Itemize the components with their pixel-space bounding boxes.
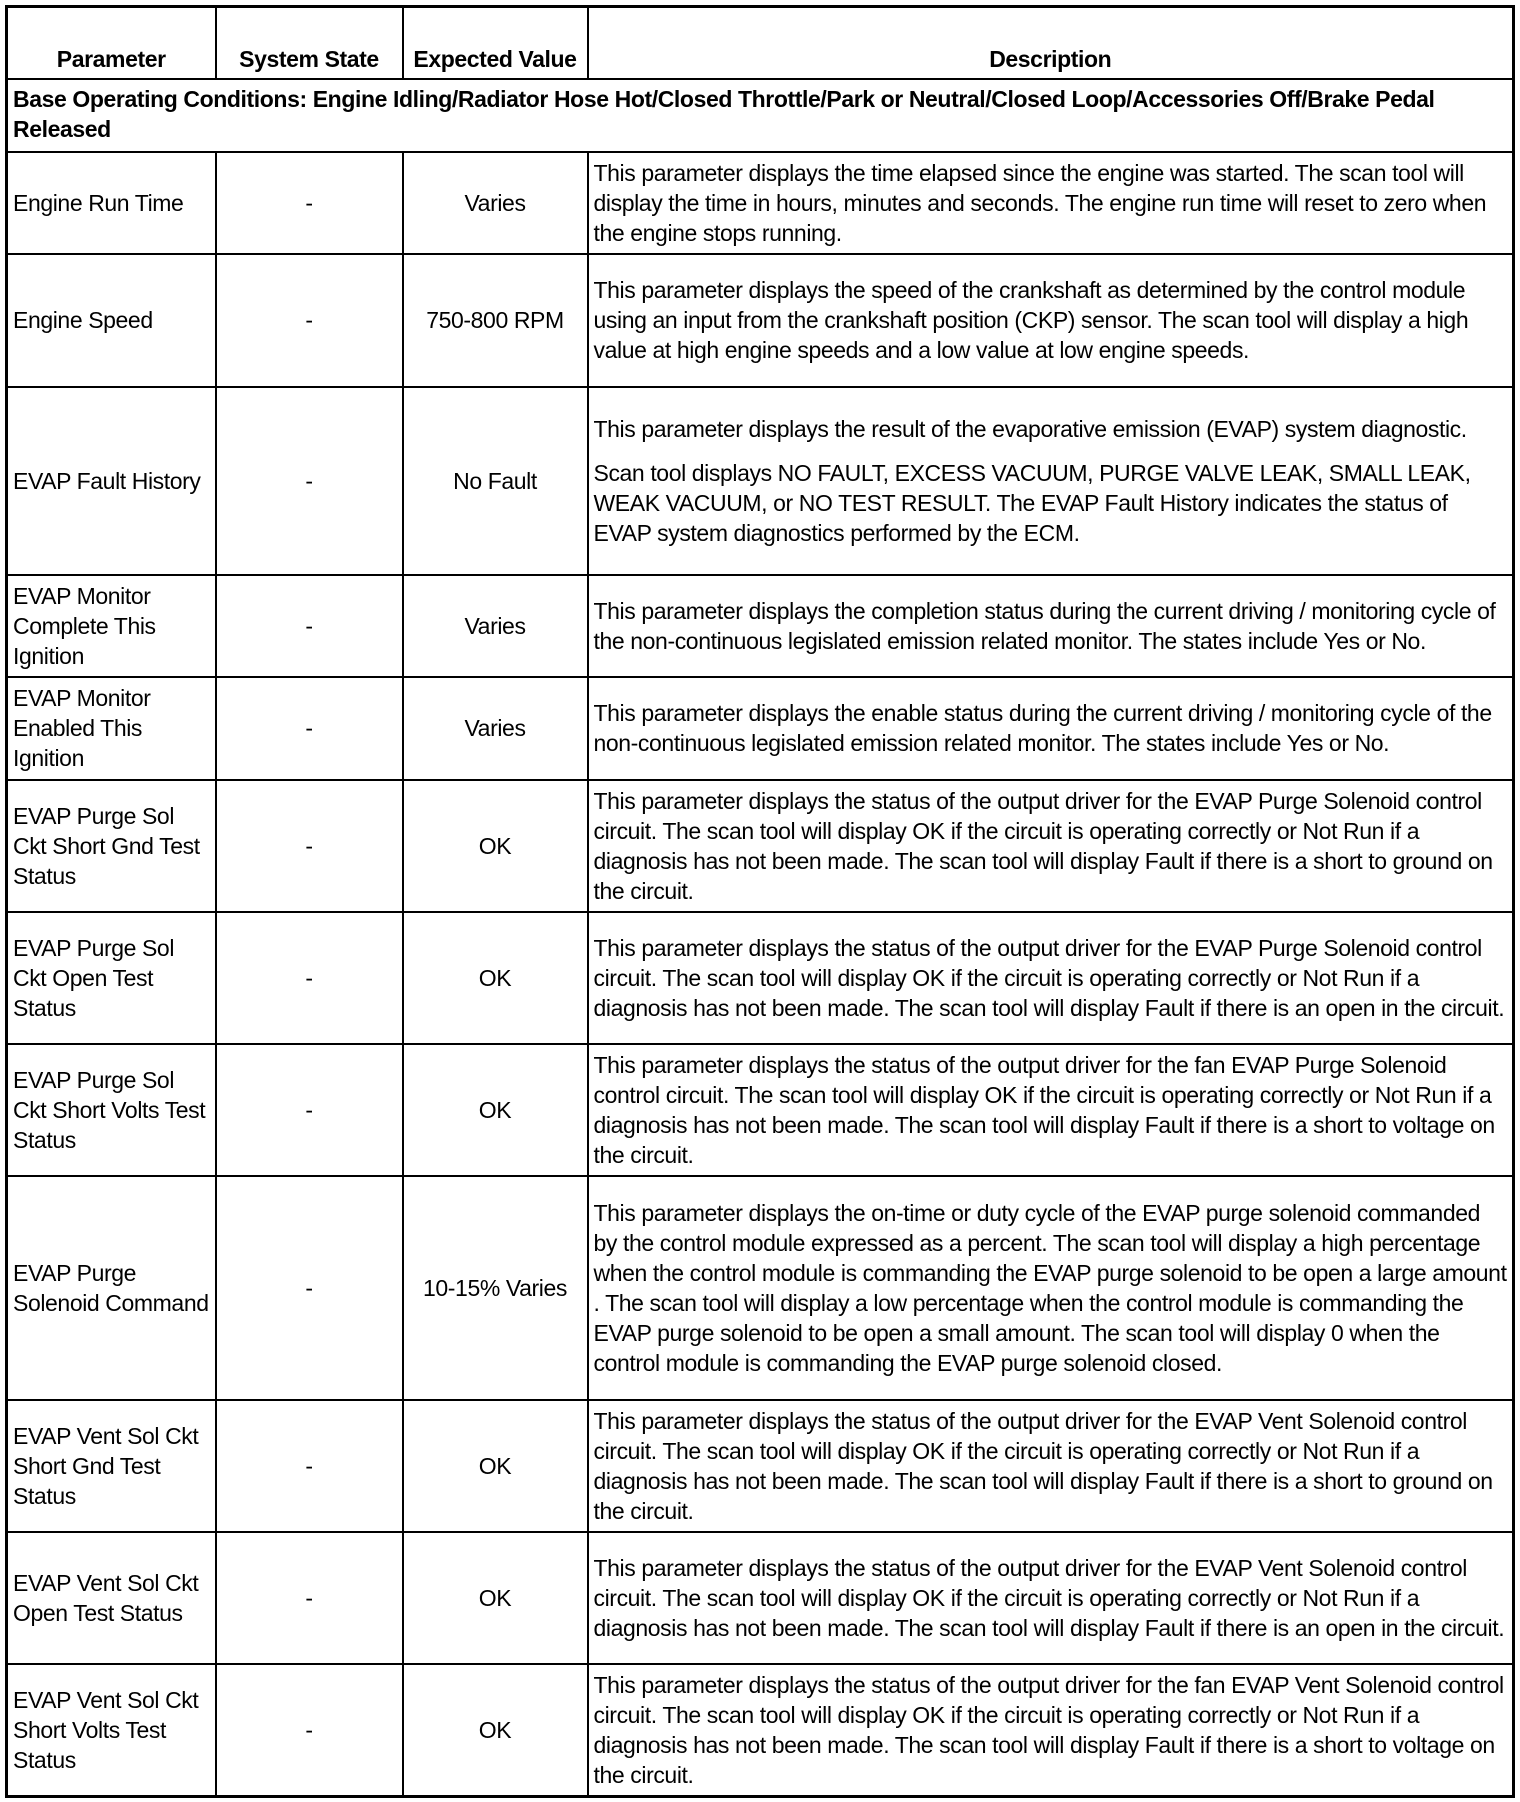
description-cell bbox=[588, 1044, 1514, 1176]
table-row bbox=[7, 1532, 1514, 1664]
expected-value-cell: Varies bbox=[403, 152, 588, 254]
system-state-cell: - bbox=[216, 387, 403, 575]
system-state-cell: - bbox=[216, 1044, 403, 1176]
description-cell bbox=[588, 780, 1514, 912]
parameter-cell: EVAP Vent Sol Ckt Short Gnd Test Status bbox=[7, 1400, 216, 1532]
table-row bbox=[7, 387, 1514, 575]
description-paragraph: This parameter displays the status of the output driver for the fan EVAP Purge Solenoid control circuit. The scan tool will display OK if the circuit is operating correctly or Not Run if a diagnosis has not been made. The scan tool will display Fault if there is a short to voltage on the circuit. bbox=[593, 1051, 1495, 1168]
header-row bbox=[7, 7, 1514, 79]
table-row bbox=[7, 1176, 1514, 1400]
table-row bbox=[7, 1044, 1514, 1176]
table-row bbox=[7, 912, 1514, 1044]
expected-value-cell: No Fault bbox=[403, 387, 588, 575]
system-state-cell: - bbox=[216, 1664, 403, 1797]
scan-tool-data-table bbox=[5, 5, 1515, 1798]
system-state-cell: - bbox=[216, 780, 403, 912]
system-state-cell: - bbox=[216, 912, 403, 1044]
description-paragraph: This parameter displays the completion status during the current driving / monitoring cycle of the non-continuous legislated emission related monitor. The states include Yes or No. bbox=[593, 597, 1496, 654]
table-row bbox=[7, 575, 1514, 677]
system-state-cell: - bbox=[216, 677, 403, 780]
table-row bbox=[7, 677, 1514, 780]
description-cell bbox=[588, 1400, 1514, 1532]
table-row bbox=[7, 780, 1514, 912]
table-row bbox=[7, 1400, 1514, 1532]
description-paragraph: This parameter displays the enable status during the current driving / monitoring cycle of the non-continuous legislated emission related monitor. The states include Yes or No. bbox=[593, 700, 1492, 756]
expected-value-cell: OK bbox=[403, 912, 588, 1044]
parameter-cell: EVAP Vent Sol Ckt Open Test Status bbox=[7, 1532, 216, 1664]
description-paragraph: This parameter displays the speed of the crankshaft as determined by the control module using an input from the crankshaft position (CKP) sensor. The scan tool will display a high value at high engine speeds and a low value at low engine speeds. bbox=[593, 277, 1469, 363]
description-paragraph: This parameter displays the on-time or duty cycle of the EVAP purge solenoid commanded by the control module expressed as a percent. The scan tool will display a high percentage when the control module is commanding the EVAP purge solenoid to be open a large amount . The scan tool will display a low percentage when the control module is commanding the EVAP purge solenoid to be open a small amount. The scan tool will display 0 when the control module is commanding the EVAP purge solenoid closed. bbox=[593, 1199, 1507, 1376]
description-cell bbox=[588, 677, 1514, 780]
expected-value-cell: Varies bbox=[403, 677, 588, 780]
parameter-cell: EVAP Purge Solenoid Command bbox=[7, 1176, 216, 1400]
parameter-cell: Engine Speed bbox=[7, 254, 216, 387]
description-cell bbox=[588, 152, 1514, 254]
system-state-cell: - bbox=[216, 152, 403, 254]
description-paragraph: This parameter displays the status of the output driver for the EVAP Vent Solenoid control circuit. The scan tool will display OK if the circuit is operating correctly or Not Run if a diagnosis has not been made. The scan tool will display Fault if there is a short to ground on the circuit. bbox=[593, 1407, 1493, 1524]
description-paragraph: Scan tool displays NO FAULT, EXCESS VACUUM, PURGE VALVE LEAK, SMALL LEAK, WEAK VACUUM, or NO TEST RESULT. The EVAP Fault History indicates the status of EVAP system diagnostics performed by the ECM. bbox=[593, 459, 1471, 546]
description-paragraph: This parameter displays the status of the output driver for the fan EVAP Vent Solenoid control circuit. The scan tool will display OK if the circuit is operating correctly or Not Run if a diagnosis has not been made. The scan tool will display Fault if there is a short to voltage on the circuit. bbox=[593, 1671, 1504, 1788]
table-row bbox=[7, 1664, 1514, 1797]
parameter-cell: EVAP Purge Sol Ckt Short Gnd Test Status bbox=[7, 780, 216, 912]
table-row bbox=[7, 254, 1514, 387]
description-paragraph: This parameter displays the status of the output driver for the EVAP Purge Solenoid control circuit. The scan tool will display OK if the circuit is operating correctly or Not Run if a diagnosis has not been made. The scan tool will display Fault if there is a short to ground on the circuit. bbox=[593, 787, 1493, 904]
parameter-cell: EVAP Monitor Enabled This Ignition bbox=[7, 677, 216, 780]
description-paragraph: This parameter displays the status of the output driver for the EVAP Purge Solenoid control circuit. The scan tool will display OK if the circuit is operating correctly or Not Run if a diagnosis has not been made. The scan tool will display Fault if there is an open in the circuit. bbox=[593, 934, 1505, 1021]
description-cell bbox=[588, 1532, 1514, 1664]
description-cell bbox=[588, 1664, 1514, 1797]
description-cell bbox=[588, 254, 1514, 387]
description-paragraph: This parameter displays the time elapsed since the engine was started. The scan tool will display the time in hours, minutes and seconds. The engine run time will reset to zero when the engine stops running. bbox=[593, 159, 1487, 246]
system-state-cell: - bbox=[216, 1400, 403, 1532]
header-system-state: System State bbox=[216, 7, 403, 79]
description-paragraph: This parameter displays the status of the output driver for the EVAP Vent Solenoid control circuit. The scan tool will display OK if the circuit is operating correctly or Not Run if a diagnosis has not been made. The scan tool will display Fault if there is an open in the circuit. bbox=[593, 1554, 1505, 1641]
system-state-cell: - bbox=[216, 1532, 403, 1664]
description-cell bbox=[588, 575, 1514, 677]
expected-value-cell: OK bbox=[403, 780, 588, 912]
description-cell bbox=[588, 912, 1514, 1044]
header-description: Description bbox=[588, 7, 1514, 79]
conditions-row bbox=[7, 79, 1514, 152]
expected-value-cell: OK bbox=[403, 1664, 588, 1797]
description-paragraph: This parameter displays the result of the evaporative emission (EVAP) system diagnostic. bbox=[593, 415, 1467, 442]
parameter-cell: EVAP Purge Sol Ckt Open Test Status bbox=[7, 912, 216, 1044]
parameter-cell: EVAP Purge Sol Ckt Short Volts Test Status bbox=[7, 1044, 216, 1176]
expected-value-cell: Varies bbox=[403, 575, 588, 677]
expected-value-cell: OK bbox=[403, 1400, 588, 1532]
header-expected-value: Expected Value bbox=[403, 7, 588, 79]
description-cell bbox=[588, 387, 1514, 575]
expected-value-cell: 750-800 RPM bbox=[403, 254, 588, 387]
expected-value-cell: OK bbox=[403, 1044, 588, 1176]
system-state-cell: - bbox=[216, 1176, 403, 1400]
system-state-cell: - bbox=[216, 575, 403, 677]
header-parameter: Parameter bbox=[7, 7, 216, 79]
expected-value-cell: 10-15% Varies bbox=[403, 1176, 588, 1400]
parameter-cell: EVAP Vent Sol Ckt Short Volts Test Status bbox=[7, 1664, 216, 1797]
parameter-cell: EVAP Monitor Complete This Ignition bbox=[7, 575, 216, 677]
parameter-cell: Engine Run Time bbox=[7, 152, 216, 254]
system-state-cell: - bbox=[216, 254, 403, 387]
description-cell bbox=[588, 1176, 1514, 1400]
table-row bbox=[7, 152, 1514, 254]
expected-value-cell: OK bbox=[403, 1532, 588, 1664]
parameter-cell: EVAP Fault History bbox=[7, 387, 216, 575]
base-operating-conditions: Base Operating Conditions: Engine Idling/Radiator Hose Hot/Closed Throttle/Park or Neutral/Closed Loop/Accessories Off/Brake Pedal Released bbox=[7, 79, 1514, 152]
